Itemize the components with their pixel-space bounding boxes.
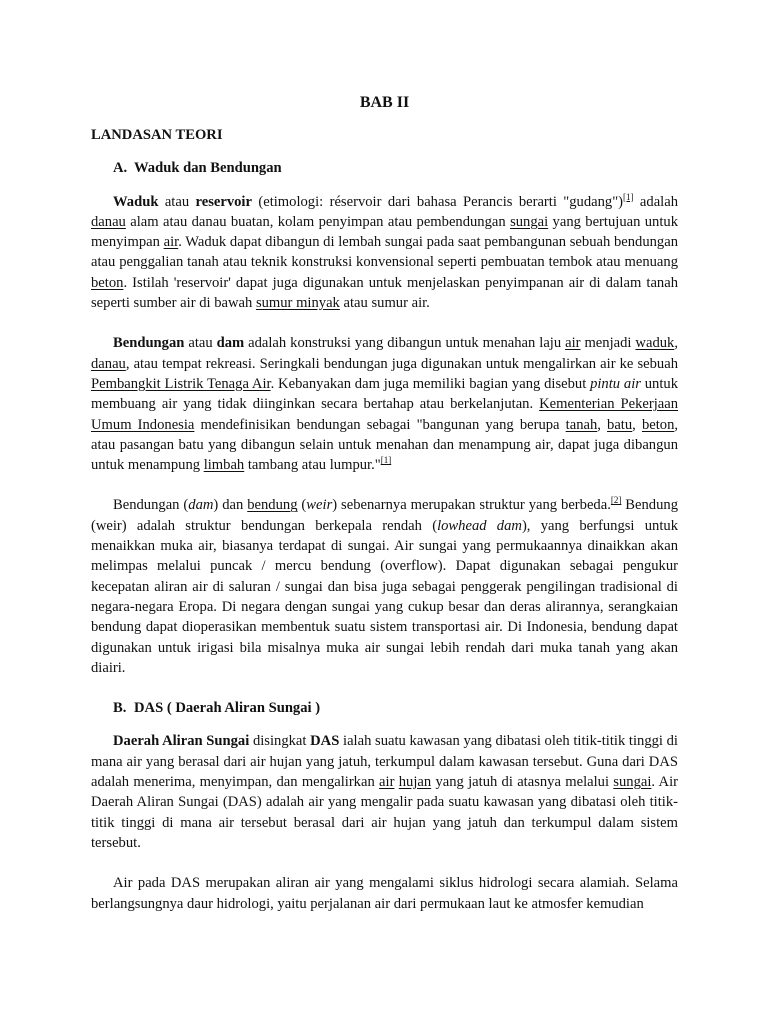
- link-pltа[interactable]: Pembangkit Listrik Tenaga Air: [91, 375, 271, 392]
- term-lowhead-dam: lowhead dam: [437, 517, 522, 534]
- text-run: yang jatuh di atasnya melalui: [431, 774, 614, 791]
- link-danau[interactable]: danau: [91, 213, 126, 230]
- text-run: ), yang berfungsi untuk menaikkan muka air, biasanya terdapat di sungai. Air sungai yang permukaannya dinaikkan akan melimpas melalui puncak / mercu bendung (overflow). Dapat digunakan sebagai pengukur kecepatan aliran air di saluran / sungai dan bisa juga sebagai penggerak pengilingan tradisional di negara-negara Eropa. Di negara dengan sungai yang cukup besar dan deras alirannya, serangkaian bendung dapat dioperasikan membentuk suatu sistem transportasi air. Di Indonesia, bendung dapat digunakan untuk irigasi bila misalnya muka air sungai lebih rendah dari muka tanah yang akan diairi.: [91, 517, 678, 676]
- link-air[interactable]: air: [565, 335, 581, 352]
- text-run: ) sebenarnya merupakan struktur yang berbeda.: [332, 497, 611, 514]
- text-run: Bendungan (: [113, 497, 189, 514]
- section-number-a: A.: [113, 160, 128, 177]
- link-limbah[interactable]: limbah: [203, 457, 245, 474]
- text-run: atau: [184, 335, 217, 352]
- text-run: ,: [674, 335, 678, 352]
- paragraph-waduk: [91, 192, 678, 314]
- section-heading-b: [91, 698, 678, 718]
- text-run: (: [297, 497, 307, 514]
- link-sumur-minyak[interactable]: sumur minyak: [255, 295, 340, 312]
- link-beton[interactable]: beton: [91, 274, 124, 291]
- text-run: yang bertujuan untuk menyimpan: [91, 213, 679, 251]
- term-reservoir: reservoir: [195, 193, 252, 210]
- term-daerah-aliran-sungai: Daerah Aliran Sungai: [113, 733, 250, 750]
- link-beton[interactable]: beton: [641, 416, 675, 433]
- text-run: Air pada DAS merupakan aliran air yang mengalami siklus hidrologi secara alamiah. Selama berlangsungnya daur hidrologi, yaitu perjalanan air dari permukaan laut ke atmosfer kemudian: [91, 875, 678, 912]
- term-das: DAS: [310, 733, 340, 750]
- text-run: adalah konstruksi yang dibangun untuk menahan laju: [244, 335, 566, 352]
- term-pintu-air: pintu air: [590, 375, 641, 392]
- section-title-a: Waduk dan Bendungan: [134, 160, 282, 177]
- text-run: ialah suatu kawasan yang dibatasi oleh titik-titik tinggi di mana air yang berasal dari air hujan yang jatuh, terkumpul dalam kawasan tersebut. Guna dari DAS adalah menerima, menyimpan, dan mengalirkan: [91, 733, 678, 791]
- paragraph-das: [91, 731, 678, 853]
- text-run: tambang atau lumpur.": [244, 457, 381, 474]
- paragraph-air-das: [91, 873, 678, 914]
- chapter-heading: LANDASAN TEORI: [91, 127, 223, 143]
- term-dam-italic: dam: [188, 497, 214, 514]
- text-run: ) dan: [213, 497, 248, 514]
- text-run: (etimologi: réservoir dari bahasa Perancis berarti "gudang"): [251, 193, 624, 210]
- term-dam: dam: [216, 335, 245, 352]
- link-air[interactable]: air: [379, 774, 395, 791]
- text-run: Bendung (weir) adalah struktur bendungan berkepala rendah (: [91, 497, 678, 534]
- text-run: , atau tempat rekreasi. Seringkali bendungan juga digunakan untuk mengalirkan air ke sebuah: [125, 355, 678, 372]
- text-run: alam atau danau buatan, kolam penyimpan atau pembendungan: [125, 213, 511, 230]
- link-hujan[interactable]: hujan: [398, 774, 432, 791]
- text-run: atau: [158, 193, 196, 210]
- text-run: atau sumur air.: [339, 295, 430, 312]
- chapter-title: BAB II: [359, 94, 410, 111]
- footnote-ref-1[interactable]: [1]: [623, 191, 634, 202]
- text-run: menjadi: [580, 335, 636, 352]
- term-bendungan: Bendungan: [113, 335, 185, 352]
- link-sungai[interactable]: sungai: [510, 213, 549, 230]
- link-waduk[interactable]: waduk: [635, 335, 675, 352]
- text-run: mendefinisikan bendungan sebagai "bangunan yang berupa: [194, 416, 566, 433]
- link-air[interactable]: air: [163, 234, 179, 251]
- section-number-b: B.: [113, 700, 127, 717]
- document-body: [91, 92, 678, 934]
- text-run: disingkat: [249, 733, 311, 750]
- text-run: . Air Daerah Aliran Sungai (DAS) adalah air yang mengalir pada suatu kawasan yang dibatasi oleh titik-titik tinggi di mana air tersebut berasal dari air hujan yang jatuh dan terkumpul dalam sistem tersebut.: [91, 774, 678, 851]
- text-run: . Kebanyakan dam juga memiliki bagian yang disebut: [270, 375, 591, 392]
- link-batu[interactable]: batu: [607, 416, 633, 433]
- text-run: , atau pasangan batu yang dibangun selain untuk menahan dan menampung air, dapat juga dibangun untuk menampung: [91, 416, 679, 474]
- link-kementerian-pu[interactable]: Kementerian Pekerjaan Umum Indonesia: [91, 396, 679, 433]
- text-run: . Istilah 'reservoir' dapat juga digunakan untuk menjelaskan penyimpanan air di dalam tanah seperti sumber air di bawah: [91, 274, 678, 312]
- footnote-ref-1[interactable]: [1]: [380, 455, 392, 466]
- footnote-ref-2[interactable]: [2]: [610, 495, 622, 506]
- section-heading-a: [91, 158, 678, 178]
- section-title-b: DAS ( Daerah Aliran Sungai ): [134, 700, 321, 717]
- term-waduk: Waduk: [113, 193, 159, 210]
- link-bendung[interactable]: bendung: [247, 497, 298, 514]
- paragraph-bendung: [91, 495, 678, 678]
- text-run: ,: [597, 416, 608, 433]
- text-run: ,: [632, 416, 642, 433]
- paragraph-bendungan: [91, 333, 678, 475]
- text-run: untuk membuang air yang tidak diinginkan secara bertahap atau berkelanjutan.: [91, 375, 678, 413]
- term-weir: weir: [306, 497, 333, 514]
- text-run: . Waduk dapat dibangun di lembah sungai pada saat pembangunan sebuah bendungan atau penggalian tanah atau teknik konstruksi konvensional seperti pembuatan tembok atau menuang: [91, 234, 678, 271]
- link-sungai[interactable]: sungai: [613, 774, 652, 791]
- link-tanah[interactable]: tanah: [565, 416, 598, 433]
- link-danau[interactable]: danau: [91, 355, 126, 372]
- text-run: adalah: [633, 193, 678, 210]
